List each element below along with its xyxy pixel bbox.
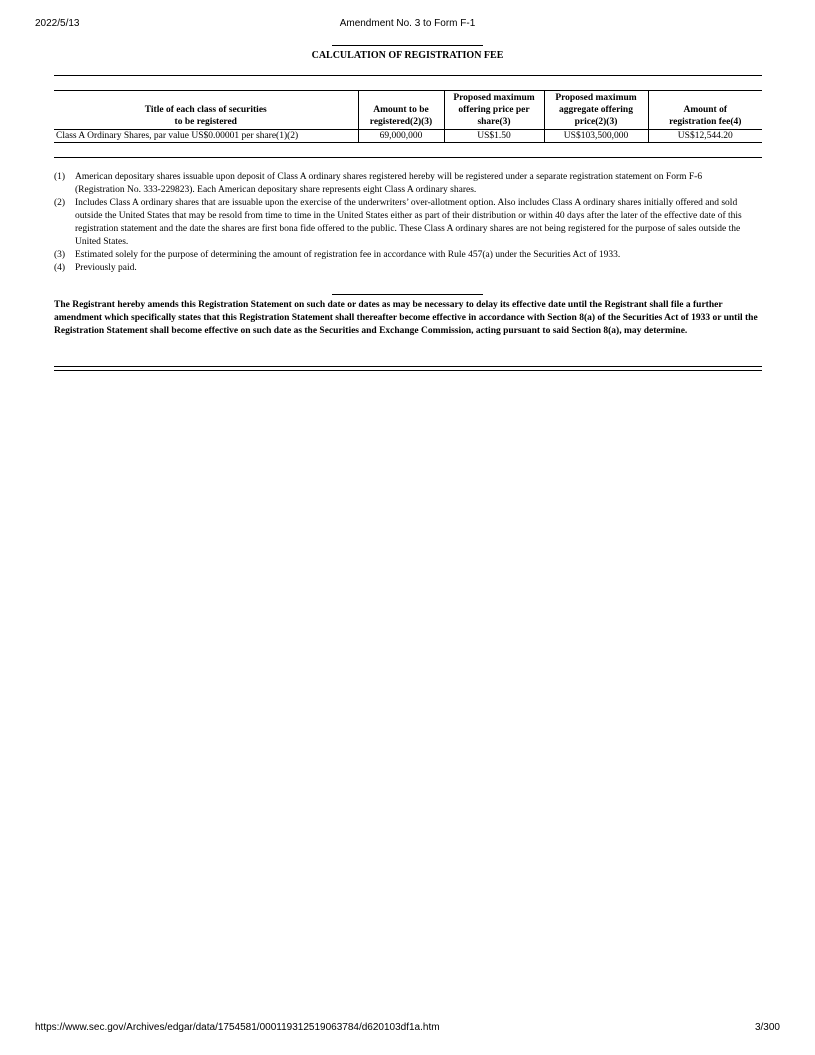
- footnote: [54, 262, 754, 275]
- footnotes: [54, 171, 754, 275]
- footnote: [54, 197, 754, 249]
- header-amount-registered: Amount to be registered(2)(3): [358, 91, 444, 130]
- page-number: 3/300: [754, 1022, 780, 1033]
- section-rule-top: [54, 75, 762, 76]
- cell-aggregate-price: US$103,500,000: [544, 130, 648, 143]
- cell-amount: 69,000,000: [358, 130, 444, 143]
- cell-security-title: Class A Ordinary Shares, par value US$0.00001 per share(1)(2): [54, 130, 358, 143]
- cell-price-per-share: US$1.50: [444, 130, 544, 143]
- source-url: https://www.sec.gov/Archives/edgar/data/1754581/000119312519063784/d620103df1a.htm: [35, 1022, 440, 1033]
- table-header-row: [54, 91, 762, 130]
- print-title: Amendment No. 3 to Form F-1: [339, 18, 476, 29]
- footnote: [54, 171, 754, 197]
- table-row: [54, 130, 762, 143]
- footnote-text: American depositary shares issuable upon deposit of Class A ordinary shares registered hereby will be registered under a separate registration statement on Form F-6 (Registration No. 333-229823). Each American depositary share represents eight Class A ordinary shares.: [75, 172, 703, 195]
- document-title: CALCULATION OF REGISTRATION FEE: [311, 50, 504, 61]
- footnote-text: Includes Class A ordinary shares that are issuable upon the exercise of the underwriters’ over-allotment option. Also includes Class A ordinary shares initially offered and sold outside the United States that may be resold from time to time in the United States either as part of their distribution or within 40 days after the later of the effective date of this registration statement and the date the shares are first bona fide offered to the public. These Class A ordinary shares are not being registered for the purpose of sales outside the United States.: [75, 198, 742, 247]
- title-top-rule: [332, 45, 483, 46]
- closing-rule-1: [54, 366, 762, 367]
- header-max-price-per-share: Proposed maximum offering price per share(3): [444, 91, 544, 130]
- footnote-mark: (4): [54, 263, 66, 273]
- header-title-of-class: Title of each class of securities to be registered: [54, 91, 358, 130]
- footnote-mark: (1): [54, 172, 66, 182]
- footnote-mark: (3): [54, 250, 66, 260]
- header-max-aggregate-price: Proposed maximum aggregate offering price(2)(3): [544, 91, 648, 130]
- registration-fee-table: [54, 90, 762, 143]
- footnote-mark: (2): [54, 198, 66, 208]
- cell-fee: US$12,544.20: [648, 130, 762, 143]
- footnote-text: Estimated solely for the purpose of determining the amount of registration fee in accordance with Rule 457(a) under the Securities Act of 1933.: [75, 250, 621, 260]
- header-registration-fee: Amount of registration fee(4): [648, 91, 762, 130]
- print-date: 2022/5/13: [35, 18, 80, 29]
- delaying-amendment: The Registrant hereby amends this Registration Statement on such date or dates as may be necessary to delay its effective date until the Registrant shall file a further amendment which specifically states that this Registration Statement shall thereafter become effective in accordance with Section 8(a) of the Securities Act of 1933 or until the Registration Statement shall become effective on such date as the Securities and Exchange Commission, acting pursuant to said Section 8(a), may determine.: [54, 300, 758, 336]
- footnote-text: Previously paid.: [75, 263, 137, 273]
- section-rule-after-table: [54, 157, 762, 158]
- footnote: [54, 249, 754, 262]
- footnotes-short-rule: [332, 294, 483, 295]
- closing-rule-2: [54, 370, 762, 371]
